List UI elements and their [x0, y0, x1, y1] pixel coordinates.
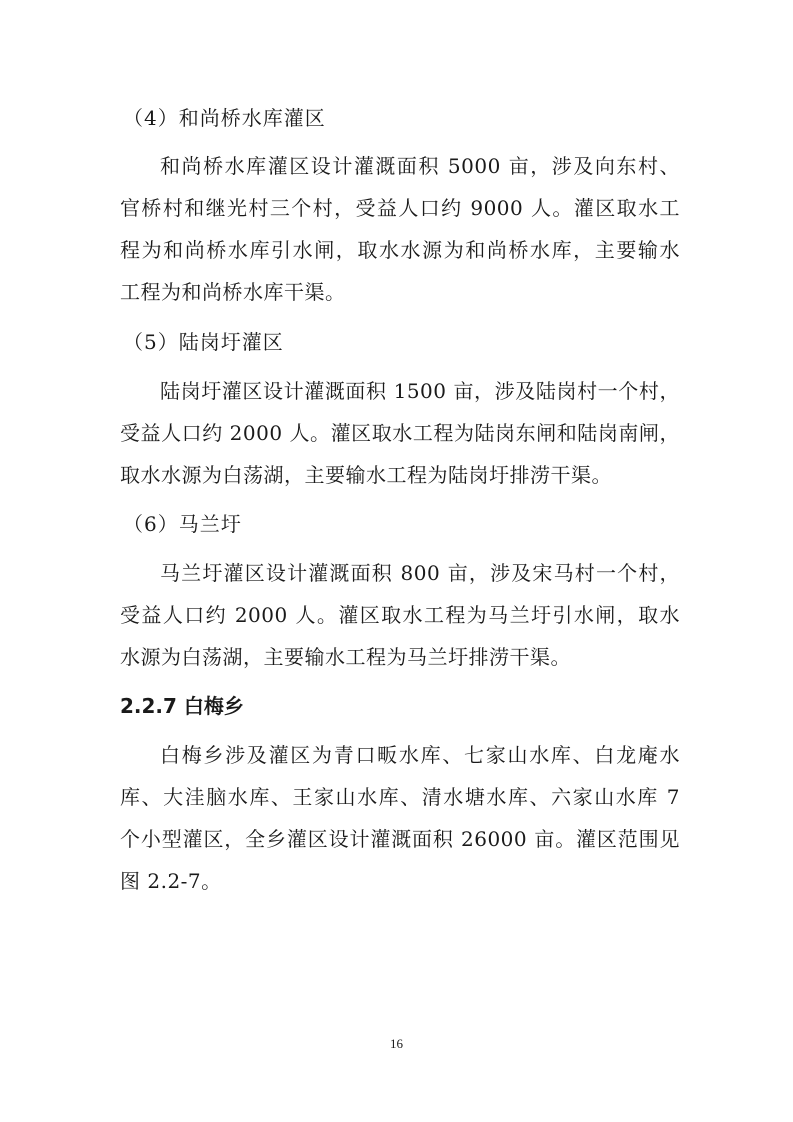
paragraph-line: 陆岗圩灌区设计灌溉面积 1500 亩，涉及陆岗村一个村， [160, 379, 680, 403]
section-heading-2-2-7: 2.2.7 白梅乡 [120, 694, 244, 718]
page-number: 16 [390, 1036, 403, 1051]
paragraph-line: 水源为白荡湖，主要输水工程为马兰圩排涝干渠。 [120, 645, 571, 669]
paragraph-heshangqiao [120, 145, 680, 313]
paragraph-malanwei [120, 552, 680, 678]
paragraph-line: 官桥村和继光村三个村，受益人口约 9000 人。灌区取水工 [120, 196, 680, 220]
paragraph-line: 工程为和尚桥水库干渠。 [120, 280, 346, 304]
paragraph-line: 和尚桥水库灌区设计灌溉面积 5000 亩，涉及向东村、 [160, 154, 680, 178]
paragraph-line: 图 2.2-7。 [120, 869, 222, 893]
paragraph-lugangwei [120, 370, 680, 496]
paragraph-line: 马兰圩灌区设计灌溉面积 800 亩，涉及宋马村一个村， [160, 561, 680, 585]
subsection-heading-4: （4）和尚桥水库灌区 [123, 106, 326, 130]
subsection-heading-5: （5）陆岗圩灌区 [123, 330, 284, 354]
paragraph-line: 受益人口约 2000 人。灌区取水工程为马兰圩引水闸，取水 [120, 603, 680, 627]
paragraph-line: 库、大洼脑水库、王家山水库、清水塘水库、六家山水库 7 [120, 785, 680, 809]
paragraph-line: 白梅乡涉及灌区为青口畈水库、七家山水库、白龙庵水 [160, 743, 680, 767]
paragraph-line: 程为和尚桥水库引水闸，取水水源为和尚桥水库，主要输水 [120, 238, 680, 262]
paragraph-line: 受益人口约 2000 人。灌区取水工程为陆岗东闸和陆岗南闸， [120, 421, 680, 445]
paragraph-baimei [120, 734, 680, 902]
paragraph-line: 个小型灌区，全乡灌区设计灌溉面积 26000 亩。灌区范围见 [120, 827, 680, 851]
subsection-heading-6: （6）马兰圩 [123, 512, 242, 536]
paragraph-line: 取水水源为白荡湖，主要输水工程为陆岗圩排涝干渠。 [120, 463, 612, 487]
